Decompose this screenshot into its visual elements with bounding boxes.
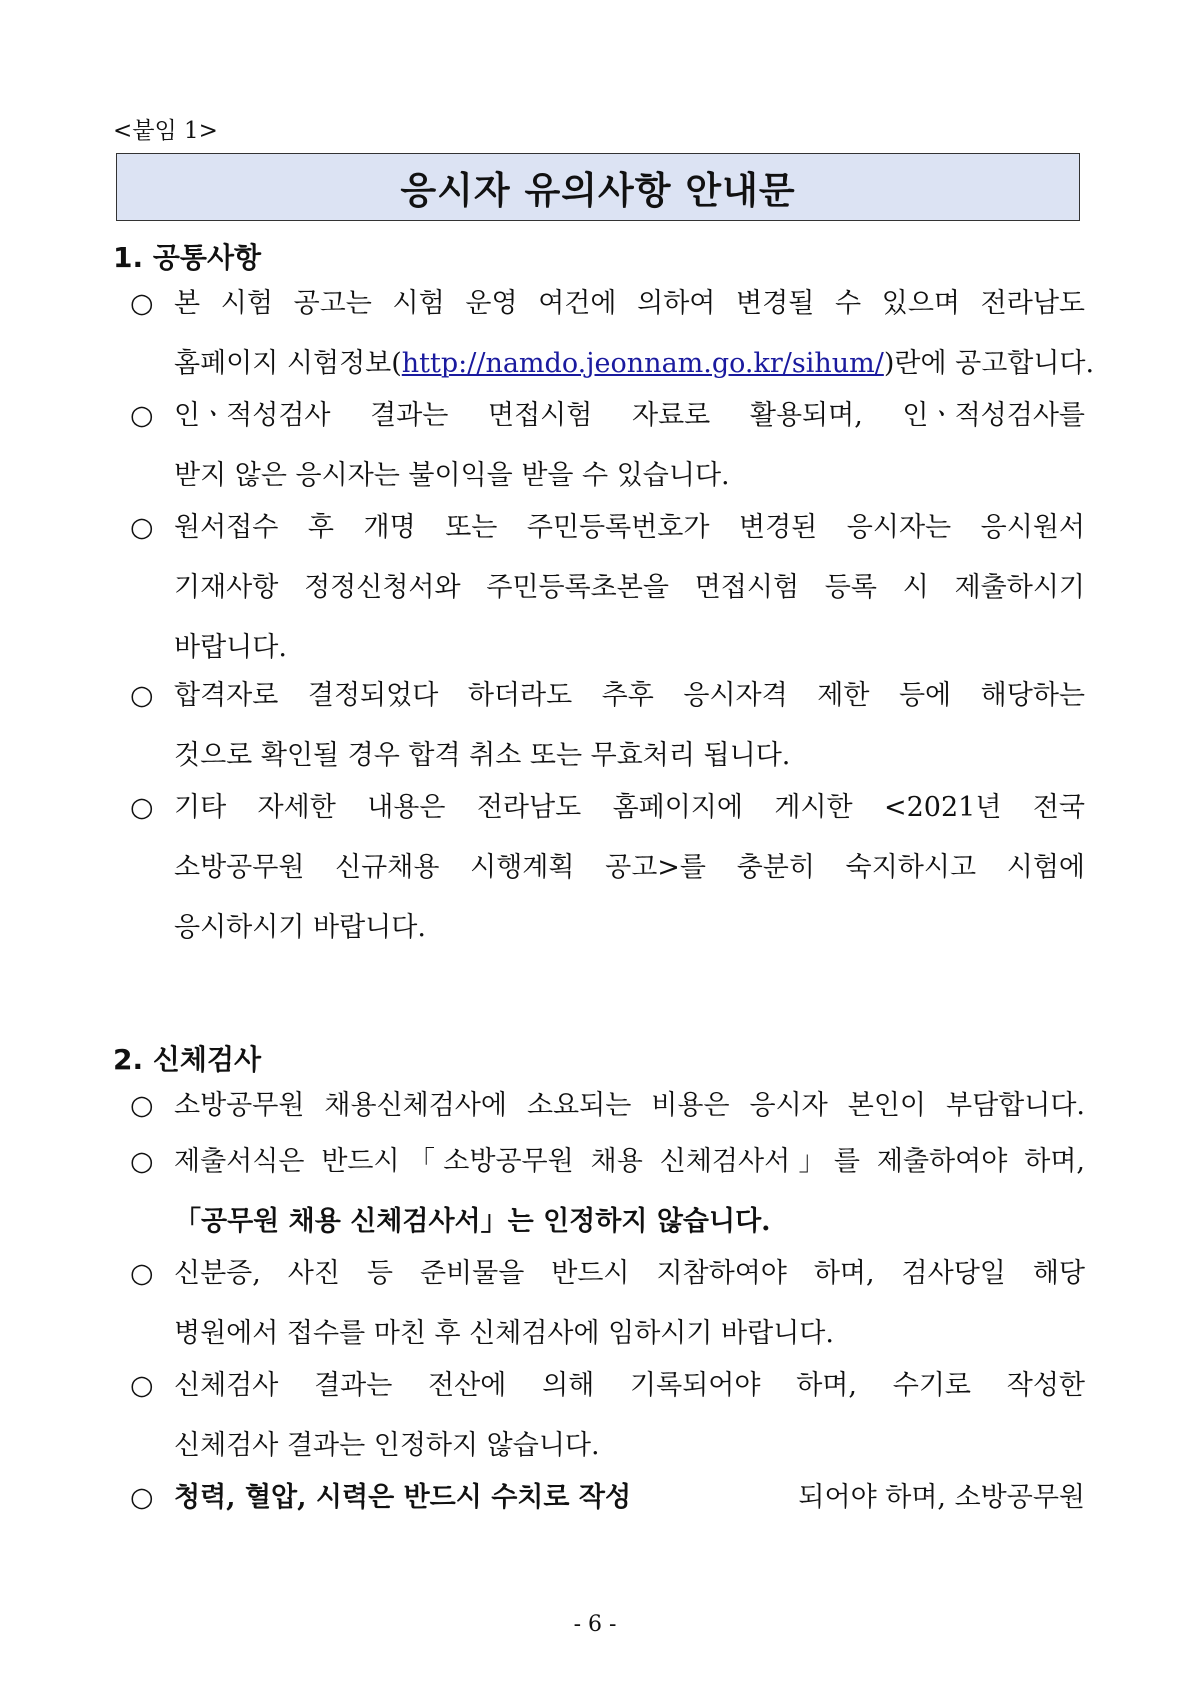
item-text: 합격자로 결정되었다 하더라도 추후 응시자격 제한 등에 해당하는 bbox=[174, 680, 1085, 711]
bullet-circle-icon: ○ bbox=[130, 1090, 154, 1121]
exam-info-link[interactable]: http://namdo.jeonnam.go.kr/sihum/ bbox=[401, 348, 884, 379]
bullet-circle-icon: ○ bbox=[130, 1370, 154, 1401]
item-text: 되어야 하며, 소방공무원 bbox=[798, 1482, 1085, 1513]
list-item bbox=[130, 1076, 1085, 1136]
list-item bbox=[130, 1356, 1085, 1476]
list-item bbox=[130, 1244, 1085, 1364]
bullet-circle-icon: ○ bbox=[130, 400, 154, 431]
bullet-circle-icon: ○ bbox=[130, 1258, 154, 1289]
item-text: 받지 않은 응시자는 불이익을 받을 수 있습니다. bbox=[174, 460, 730, 491]
item-text: 소방공무원 채용신체검사에 소요되는 비용은 응시자 본인이 부담합니다. bbox=[174, 1090, 1085, 1121]
section-heading-common: 1. 공통사항 bbox=[113, 241, 262, 274]
item-text-bold: 「공무원 채용 신체검사서」는 인정하지 않습니다. bbox=[174, 1206, 771, 1237]
bullet-circle-icon: ○ bbox=[130, 288, 154, 319]
list-item bbox=[130, 386, 1085, 506]
item-text: 병원에서 접수를 마친 후 신체검사에 임하시기 바랍니다. bbox=[174, 1318, 834, 1349]
list-item bbox=[130, 666, 1085, 786]
item-text: 응시하시기 바랍니다. bbox=[174, 912, 426, 943]
item-text: )란에 공고합니다. bbox=[883, 348, 1095, 379]
item-text: 신체검사 결과는 인정하지 않습니다. bbox=[174, 1430, 600, 1461]
item-text: 원서접수 후 개명 또는 주민등록번호가 변경된 응시자는 응시원서 bbox=[174, 512, 1085, 543]
item-text: 제출서식은 반드시「소방공무원 채용 신체검사서」를 제출하여야 하며, bbox=[174, 1146, 1085, 1177]
item-text: 본 시험 공고는 시험 운영 여건에 의하여 변경될 수 있으며 전라남도 bbox=[174, 288, 1085, 319]
bullet-circle-icon: ○ bbox=[130, 1482, 154, 1513]
bullet-circle-icon: ○ bbox=[130, 792, 154, 823]
bullet-circle-icon: ○ bbox=[130, 680, 154, 711]
bullet-circle-icon: ○ bbox=[130, 512, 154, 543]
item-text: 소방공무원 신규채용 시행계획 공고>를 충분히 숙지하시고 시험에 bbox=[174, 852, 1085, 883]
item-text: 신체검사 결과는 전산에 의해 기록되어야 하며, 수기로 작성한 bbox=[174, 1370, 1085, 1401]
item-text: 기재사항 정정신청서와 주민등록초본을 면접시험 등록 시 제출하시기 bbox=[174, 572, 1085, 603]
item-text: 신분증, 사진 등 준비물을 반드시 지참하여야 하며, 검사당일 해당 bbox=[174, 1258, 1085, 1289]
section-heading-physical-exam: 2. 신체검사 bbox=[113, 1043, 262, 1076]
item-text: 것으로 확인될 경우 합격 취소 또는 무효처리 됩니다. bbox=[174, 740, 791, 771]
item-text: 기타 자세한 내용은 전라남도 홈페이지에 게시한 <2021년 전국 bbox=[174, 792, 1085, 823]
item-text-bold: 청력, 혈압, 시력은 반드시 수치로 작성 bbox=[174, 1482, 632, 1513]
list-item bbox=[130, 498, 1085, 678]
page-number: - 6 - bbox=[573, 1612, 617, 1637]
page-title: 응시자 유의사항 안내문 bbox=[400, 169, 796, 212]
list-item bbox=[130, 274, 1095, 394]
bullet-circle-icon: ○ bbox=[130, 1146, 154, 1177]
item-text: 홈페이지 시험정보( bbox=[174, 348, 402, 379]
list-item bbox=[130, 1132, 1085, 1252]
list-item bbox=[130, 1468, 1085, 1528]
item-text: 바랍니다. bbox=[174, 632, 287, 663]
list-item bbox=[130, 778, 1085, 958]
attachment-label: <붙임 1> bbox=[113, 118, 218, 144]
title-box bbox=[116, 153, 1080, 221]
item-text: 인ㆍ적성검사 결과는 면접시험 자료로 활용되며, 인ㆍ적성검사를 bbox=[174, 400, 1085, 431]
